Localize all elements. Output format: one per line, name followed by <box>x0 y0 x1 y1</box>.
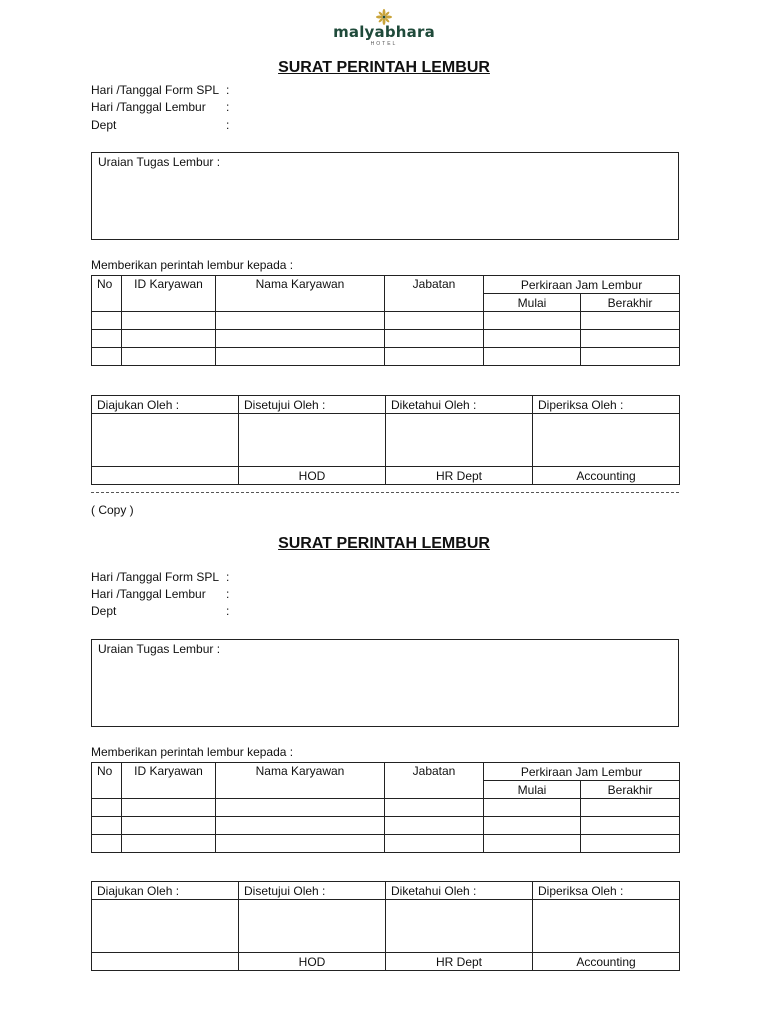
field-label-form-date: Hari /Tanggal Form SPL <box>91 570 220 584</box>
signature-space[interactable] <box>533 900 680 953</box>
table-cell[interactable] <box>216 835 385 853</box>
table-row <box>92 312 680 330</box>
employee-table <box>91 275 680 366</box>
col-header-estimated-hours: Perkiraan Jam Lembur <box>484 763 680 781</box>
table-cell[interactable] <box>484 799 581 817</box>
table-cell[interactable] <box>216 330 385 348</box>
logo-subtitle: HOTEL <box>370 41 398 47</box>
field-colon: : <box>226 118 230 132</box>
form-title: SURAT PERINTAH LEMBUR <box>278 535 490 552</box>
cut-line-divider <box>91 492 679 493</box>
table-cell[interactable] <box>581 312 680 330</box>
hotel-logo <box>0 8 768 48</box>
signature-space[interactable] <box>239 414 386 467</box>
signature-footer-accounting: Accounting <box>533 467 680 485</box>
table-cell[interactable] <box>581 835 680 853</box>
employee-table <box>91 762 680 853</box>
col-header-no: No <box>92 276 122 312</box>
table-cell[interactable] <box>216 817 385 835</box>
signature-header-submitted: Diajukan Oleh : <box>92 882 239 900</box>
signature-footer-hod: HOD <box>239 953 386 971</box>
signature-header-checked: Diperiksa Oleh : <box>533 882 680 900</box>
table-cell[interactable] <box>581 348 680 366</box>
assign-label: Memberikan perintah lembur kepada : <box>91 258 294 272</box>
signature-footer <box>92 467 239 485</box>
signature-footer-accounting: Accounting <box>533 953 680 971</box>
field-label-dept: Dept <box>91 118 117 132</box>
table-cell[interactable] <box>216 312 385 330</box>
signature-space[interactable] <box>533 414 680 467</box>
signature-header-checked: Diperiksa Oleh : <box>533 396 680 414</box>
table-cell[interactable] <box>92 312 122 330</box>
table-cell[interactable] <box>385 312 484 330</box>
signature-footer-hod: HOD <box>239 467 386 485</box>
col-header-position: Jabatan <box>385 276 484 312</box>
table-cell[interactable] <box>92 330 122 348</box>
table-cell[interactable] <box>385 799 484 817</box>
signature-header-acknowledged: Diketahui Oleh : <box>386 396 533 414</box>
table-cell[interactable] <box>92 799 122 817</box>
table-row <box>92 330 680 348</box>
field-colon: : <box>226 604 230 618</box>
field-label-overtime-date: Hari /Tanggal Lembur <box>91 100 206 114</box>
assign-label: Memberikan perintah lembur kepada : <box>91 745 294 759</box>
signature-header-submitted: Diajukan Oleh : <box>92 396 239 414</box>
signature-space[interactable] <box>239 900 386 953</box>
signature-footer-hr: HR Dept <box>386 467 533 485</box>
table-cell[interactable] <box>385 835 484 853</box>
table-cell[interactable] <box>92 817 122 835</box>
table-cell[interactable] <box>92 835 122 853</box>
signature-footer-hr: HR Dept <box>386 953 533 971</box>
col-header-estimated-hours: Perkiraan Jam Lembur <box>484 276 680 294</box>
logo-name: malyabhara <box>333 23 435 41</box>
signature-header-acknowledged: Diketahui Oleh : <box>386 882 533 900</box>
task-description-box[interactable] <box>91 639 679 727</box>
task-box-label: Uraian Tugas Lembur : <box>98 155 221 169</box>
field-colon: : <box>226 587 230 601</box>
signature-header-approved: Disetujui Oleh : <box>239 396 386 414</box>
table-cell[interactable] <box>484 817 581 835</box>
table-row <box>92 817 680 835</box>
table-cell[interactable] <box>122 348 216 366</box>
table-cell[interactable] <box>92 348 122 366</box>
table-cell[interactable] <box>122 817 216 835</box>
signature-table <box>91 881 680 971</box>
col-header-no: No <box>92 763 122 799</box>
table-cell[interactable] <box>581 799 680 817</box>
table-cell[interactable] <box>484 330 581 348</box>
field-colon: : <box>226 100 230 114</box>
field-label-overtime-date: Hari /Tanggal Lembur <box>91 587 206 601</box>
field-label-form-date: Hari /Tanggal Form SPL <box>91 83 220 97</box>
col-header-start: Mulai <box>484 294 581 312</box>
table-cell[interactable] <box>484 835 581 853</box>
signature-space[interactable] <box>386 414 533 467</box>
task-description-box[interactable] <box>91 152 679 240</box>
table-cell[interactable] <box>122 799 216 817</box>
signature-space[interactable] <box>92 414 239 467</box>
table-cell[interactable] <box>122 835 216 853</box>
copy-label: ( Copy ) <box>91 503 134 517</box>
col-header-end: Berakhir <box>581 781 680 799</box>
col-header-position: Jabatan <box>385 763 484 799</box>
table-cell[interactable] <box>216 348 385 366</box>
col-header-name: Nama Karyawan <box>216 763 385 799</box>
table-row <box>92 348 680 366</box>
col-header-id: ID Karyawan <box>122 763 216 799</box>
table-cell[interactable] <box>385 330 484 348</box>
signature-space[interactable] <box>92 900 239 953</box>
form-title: SURAT PERINTAH LEMBUR <box>278 59 490 76</box>
table-cell[interactable] <box>385 348 484 366</box>
table-cell[interactable] <box>122 312 216 330</box>
signature-space[interactable] <box>386 900 533 953</box>
col-header-id: ID Karyawan <box>122 276 216 312</box>
signature-footer <box>92 953 239 971</box>
field-label-dept: Dept <box>91 604 117 618</box>
field-colon: : <box>226 83 230 97</box>
table-row <box>92 835 680 853</box>
table-cell[interactable] <box>122 330 216 348</box>
task-box-label: Uraian Tugas Lembur : <box>98 642 221 656</box>
col-header-start: Mulai <box>484 781 581 799</box>
field-colon: : <box>226 570 230 584</box>
table-cell[interactable] <box>484 312 581 330</box>
signature-header-approved: Disetujui Oleh : <box>239 882 386 900</box>
table-cell[interactable] <box>581 330 680 348</box>
table-cell[interactable] <box>385 817 484 835</box>
table-row <box>92 799 680 817</box>
col-header-end: Berakhir <box>581 294 680 312</box>
col-header-name: Nama Karyawan <box>216 276 385 312</box>
table-cell[interactable] <box>581 817 680 835</box>
table-cell[interactable] <box>216 799 385 817</box>
signature-table <box>91 395 680 485</box>
table-cell[interactable] <box>484 348 581 366</box>
